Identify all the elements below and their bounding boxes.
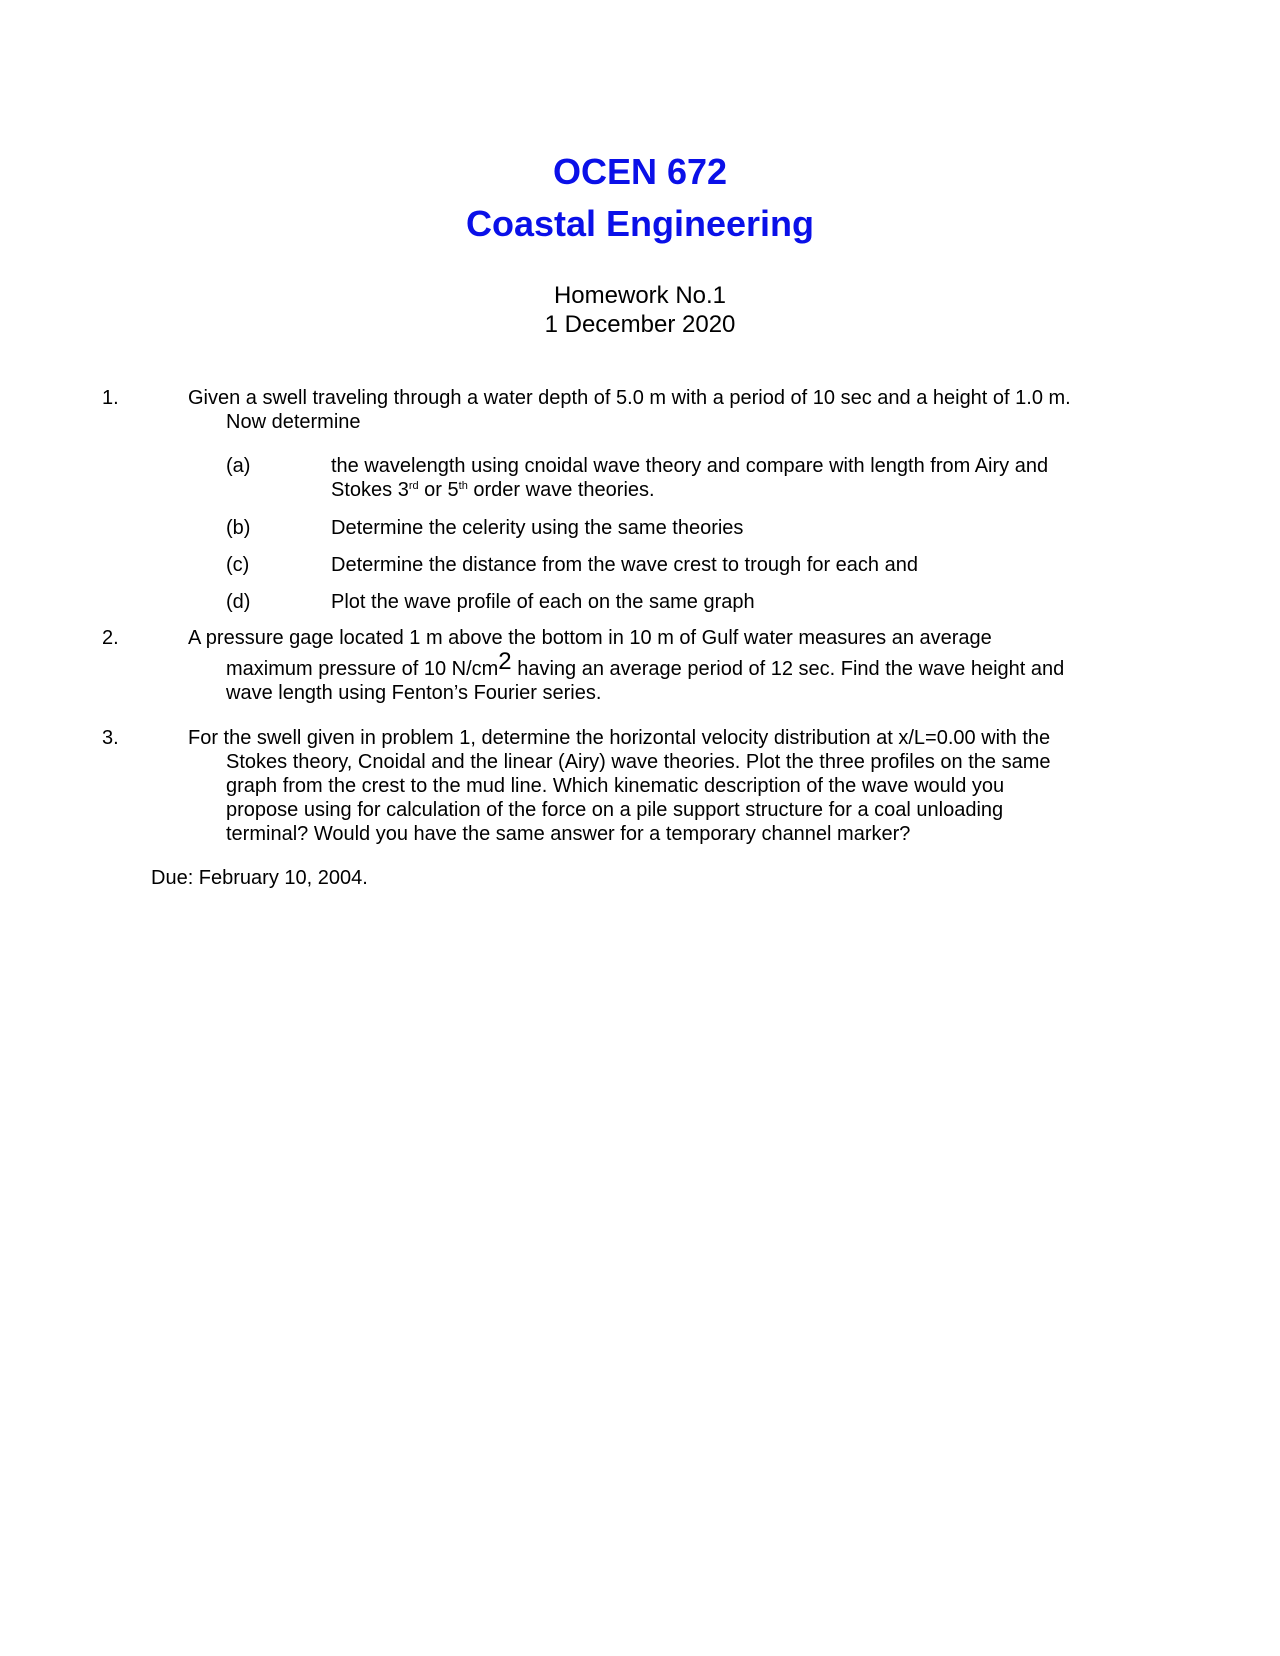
problem-3-text-line2: Stokes theory, Cnoidal and the linear (Airy) wave theories. Plot the three profiles on the same [226,751,1051,773]
superscript-2: 2 [498,648,512,675]
problem-1-number: 1. [102,387,119,409]
course-title: Coastal Engineering [465,203,815,244]
part-a-label: (a) [226,455,251,477]
part-d-text: Plot the wave profile of each on the same graph [331,591,755,613]
problem-3-text-line1: For the swell given in problem 1, determine the horizontal velocity distribution at x/L=0.00 with the [188,727,1051,749]
problem-2-text-line3: wave length using Fenton’s Fourier series. [226,682,602,704]
problem-3-text-line5: terminal? Would you have the same answer for a temporary channel marker? [226,823,911,845]
part-c-label: (c) [226,554,250,576]
part-a-text-line2: Stokes 3rd or 5th order wave theories. [331,479,655,501]
due-date: Due: February 10, 2004. [151,867,368,889]
homework-title: Homework No.1 [553,282,727,309]
problem-1-text-line2: Now determine [226,411,361,433]
problem-3-text-line4: propose using for calculation of the force on a pile support structure for a coal unloading [226,799,1004,821]
homework-date: 1 December 2020 [544,311,736,338]
problem-2-text-line1: A pressure gage located 1 m above the bottom in 10 m of Gulf water measures an average [188,627,992,649]
part-c-text: Determine the distance from the wave crest to trough for each and [331,554,918,576]
superscript-th: th [458,480,468,492]
part-a-text-line1: the wavelength using cnoidal wave theory and compare with length from Airy and [331,455,1049,477]
part-b-label: (b) [226,517,251,539]
problem-2-number: 2. [102,627,119,649]
problem-2-text-line2: maximum pressure of 10 N/cm2 having an average period of 12 sec. Find the wave height and [226,648,1065,680]
problem-1-text-line1: Given a swell traveling through a water depth of 5.0 m with a period of 10 sec and a height of 1.0 m. [188,387,1071,409]
course-number: OCEN 672 [552,151,728,192]
part-b-text: Determine the celerity using the same theories [331,517,744,539]
problem-3-text-line3: graph from the crest to the mud line. Which kinematic description of the wave would you [226,775,1005,797]
problem-3-number: 3. [102,727,119,749]
part-d-label: (d) [226,591,251,613]
superscript-rd: rd [408,480,419,492]
